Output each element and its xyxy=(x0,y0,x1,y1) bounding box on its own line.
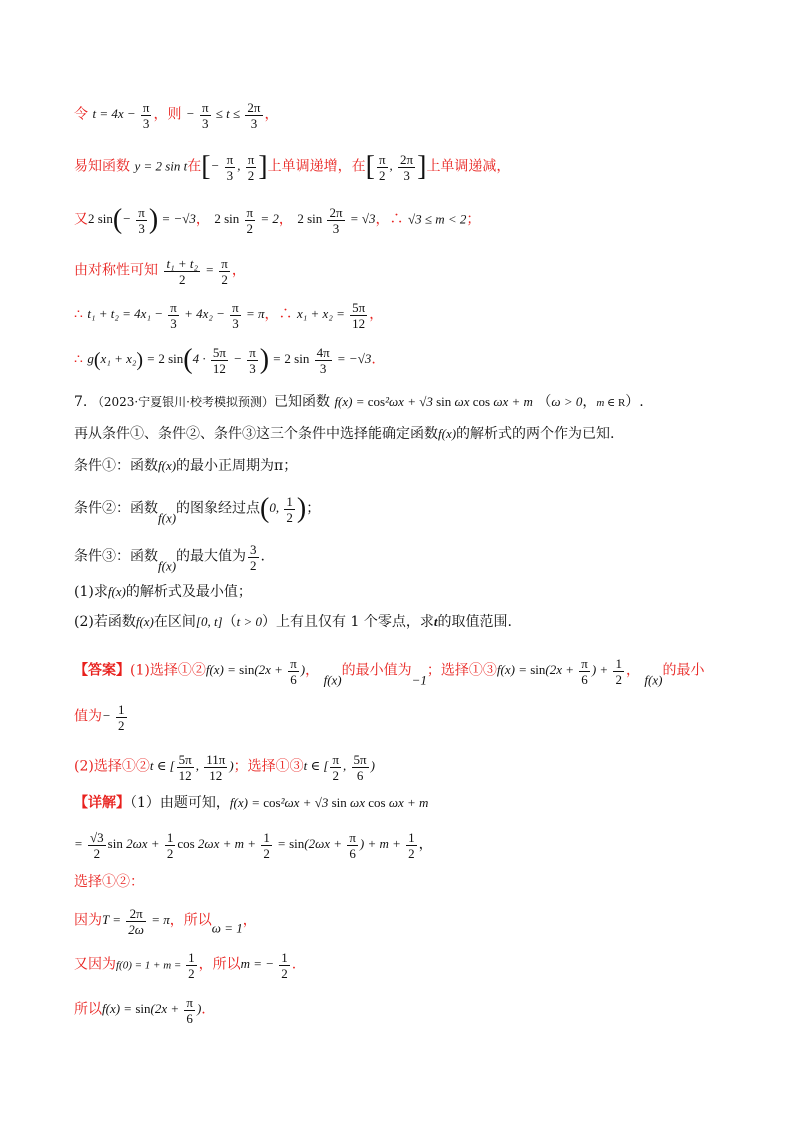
formula: t ∈ [ $\frac{\pi}{2}$ , $\frac{5\pi}{6}$ ) xyxy=(303,752,375,783)
text: 的取值范围. xyxy=(437,614,512,630)
text: 条件①：函数 xyxy=(74,458,158,474)
question-1 xyxy=(74,582,740,602)
text: ， xyxy=(418,836,433,853)
text: 的图象经过点 xyxy=(176,500,261,517)
text: ， xyxy=(625,662,640,679)
condition-1 xyxy=(74,456,740,476)
text: ，∴ xyxy=(375,211,404,228)
formula: $\frac{3}{2}$ xyxy=(250,542,257,573)
formula: f(x) xyxy=(135,614,154,629)
answer-line-3 xyxy=(74,752,740,783)
formula: m ∈ R xyxy=(596,397,626,409)
line-6 xyxy=(74,345,740,376)
text: ，所以 xyxy=(198,956,241,973)
text: （1）由题可知， xyxy=(130,795,230,811)
text: ，∴ xyxy=(264,306,293,323)
text: ， xyxy=(264,106,279,123)
formula: f(0) = 1 + m = xyxy=(116,959,185,972)
formula: f(x) xyxy=(644,672,663,688)
text: 又因为 xyxy=(74,956,116,973)
formula: ω > 0 xyxy=(551,394,583,409)
formula: t > 0 xyxy=(236,614,263,629)
text: ∴ xyxy=(74,306,83,323)
text: 的最小 xyxy=(662,662,705,679)
formula: t ∈ [ $\frac{5\pi}{12}$ , $\frac{11\pi}{12}$ ) xyxy=(149,752,234,783)
line-3 xyxy=(74,205,740,236)
problem-stem xyxy=(74,392,740,413)
text: 上单调递增，在 xyxy=(267,158,366,175)
text: 在 xyxy=(187,158,202,175)
text: 选择①②： xyxy=(74,874,144,890)
text: 因为 xyxy=(74,912,102,929)
formula: 2 sin $\frac{2\pi}{3}$ = √3 xyxy=(297,205,376,236)
text: . xyxy=(291,956,297,973)
text: 条件②：函数 xyxy=(74,500,158,517)
text: ，则 xyxy=(153,106,182,123)
formula: x₁ + x₂ = $\frac{5\pi}{12}$ xyxy=(297,300,366,331)
text: ， xyxy=(231,262,246,279)
text: 所以 xyxy=(74,1001,102,1018)
text: 的解析式及最小值； xyxy=(125,584,252,600)
detail-line-1 xyxy=(74,793,740,813)
text: ； xyxy=(466,211,481,228)
formula: [− $\frac{\pi}{3}$ , $\frac{\pi}{2}$ ] xyxy=(201,151,268,183)
formula: y = 2 sin t xyxy=(134,158,188,174)
text: （ xyxy=(222,614,237,630)
formula: t₁ + t₂ = 4x₁ − $\frac{\pi}{3}$ + 4x₂ − $\frac{\pi}{3}$ = π xyxy=(87,300,265,331)
formula: 2 sin $\frac{\pi}{2}$ = 2 xyxy=(214,205,279,236)
text: 由对称性可知 xyxy=(74,262,158,279)
formula: $\frac{\text{t₁ + t₂}}{2}$ = $\frac{\pi}{2}$ xyxy=(166,256,228,287)
text: ∴ xyxy=(74,351,83,368)
condition-2 xyxy=(74,494,740,528)
formula: = $\frac{√3}{2}$ sin 2ωx + $\frac{1}{2}$ cos 2ωx + m + $\frac{1}{2}$ = sin(2ωx + $\frac{\pi}{6}$ ) + m + $\frac{1}{2}$ xyxy=(74,830,415,861)
formula: f(x) xyxy=(107,584,126,599)
formula: −1 xyxy=(411,672,427,688)
detail-line-3 xyxy=(74,906,740,938)
formula: $\frac{1}{2}$ xyxy=(188,950,195,981)
text: 的最小正周期为π； xyxy=(176,458,298,474)
formula: m = − $\frac{1}{2}$ xyxy=(240,950,288,981)
text: . xyxy=(201,1001,206,1018)
problem-source: （2023·宁夏银川·校考模拟预测） xyxy=(91,395,274,409)
formula: 2 sin(− $\frac{\pi}{3}$ ) = −√3 xyxy=(88,204,196,236)
text: . xyxy=(371,351,376,368)
formula: t = 4x − $\frac{\pi}{3}$ xyxy=(92,100,150,131)
text: (2)选择①② xyxy=(74,758,150,775)
detail-line-2 xyxy=(74,830,740,861)
text: t xyxy=(433,614,438,629)
formula: ω = 1 xyxy=(211,920,243,936)
text: ， xyxy=(369,306,384,323)
formula: f(x) xyxy=(158,558,177,574)
text: 的最大值为 xyxy=(176,548,247,565)
text: 令 xyxy=(74,106,88,123)
detail-line-4 xyxy=(74,950,740,981)
text: 上单调递减， xyxy=(426,158,511,175)
formula: g(x₁ + x₂) = 2 sin(4 · $\frac{5\pi}{12}$ − $\frac{\pi}{3}$ ) = 2 sin $\frac{4\pi}{3}$ = −√3 xyxy=(87,344,372,376)
text: ， xyxy=(195,211,210,228)
text: (2)若函数 xyxy=(74,614,136,630)
text: ； xyxy=(306,500,321,517)
problem-number: 7. xyxy=(74,394,88,410)
text: . xyxy=(260,548,265,565)
text: (1)求 xyxy=(74,584,108,600)
text: ，所以 xyxy=(169,912,212,929)
formula: f(x) xyxy=(158,458,177,473)
formula: f(x) = cos²ωx + √3 sin ωx cos ωx + m xyxy=(334,394,533,409)
condition-3 xyxy=(74,542,740,576)
formula: f(x) xyxy=(438,426,457,441)
text: 的解析式的两个作为已知. xyxy=(456,426,615,442)
line-1 xyxy=(74,100,740,131)
answer-line-2 xyxy=(74,702,740,733)
text: 的最小值为 xyxy=(341,662,412,679)
text: ， xyxy=(582,394,597,410)
detail-choose xyxy=(74,872,740,892)
formula: (0, $\frac{1}{2}$ ) xyxy=(260,493,307,525)
text: 在区间 xyxy=(153,614,196,630)
text: 再从条件①、条件②、条件③这三个条件中选择能确定函数 xyxy=(74,426,438,442)
text: ， xyxy=(278,211,293,228)
question-2 xyxy=(74,612,740,632)
text: 已知函数 xyxy=(273,394,330,410)
problem-line-2 xyxy=(74,424,740,444)
text: ， xyxy=(305,662,320,679)
formula: [0, t] xyxy=(195,614,223,629)
formula: f(x) = sin(2x + $\frac{\pi}{6}$ ) + $\frac{1}{2}$ xyxy=(496,656,622,687)
line-4 xyxy=(74,256,740,287)
formula: f(x) = cos²ωx + √3 sin ωx cos ωx + m xyxy=(229,795,429,810)
text: ；选择①③ xyxy=(426,662,497,679)
formula: f(x) = sin(2x + $\frac{\pi}{6}$ ) xyxy=(205,656,306,687)
formula: f(x) = sin(2x + $\frac{\pi}{6}$ ) xyxy=(102,995,202,1026)
formula: [ $\frac{\pi}{2}$ , $\frac{2\pi}{3}$ ] xyxy=(365,151,427,183)
answer-line-1 xyxy=(74,656,740,690)
text: ）. xyxy=(625,394,644,410)
formula: T = $\frac{2\pi}{2\omega}$ = π xyxy=(102,906,170,937)
text: 值为 xyxy=(74,708,102,725)
text: 又 xyxy=(74,211,88,228)
detail-line-5 xyxy=(74,995,740,1026)
text: （ xyxy=(537,394,552,410)
text: ， xyxy=(242,912,257,929)
line-5 xyxy=(74,300,740,331)
formula: √3 ≤ m < 2 xyxy=(407,211,467,227)
text: 易知函数 xyxy=(74,158,130,175)
formula: f(x) xyxy=(323,672,342,688)
formula: f(x) xyxy=(158,510,177,526)
text: ；选择①③ xyxy=(233,758,304,775)
text: ）上有且仅有 1 个零点，求 xyxy=(262,614,434,630)
text: (1)选择①② xyxy=(130,662,206,679)
formula: − $\frac{1}{2}$ xyxy=(102,702,125,733)
formula: − $\frac{\pi}{3}$ ≤ t ≤ $\frac{2\pi}{3}$ xyxy=(185,100,261,131)
line-2 xyxy=(74,152,740,183)
text: 条件③：函数 xyxy=(74,548,158,565)
answer-label: 【答案】 xyxy=(74,662,130,679)
detail-label: 【详解】 xyxy=(74,795,130,811)
